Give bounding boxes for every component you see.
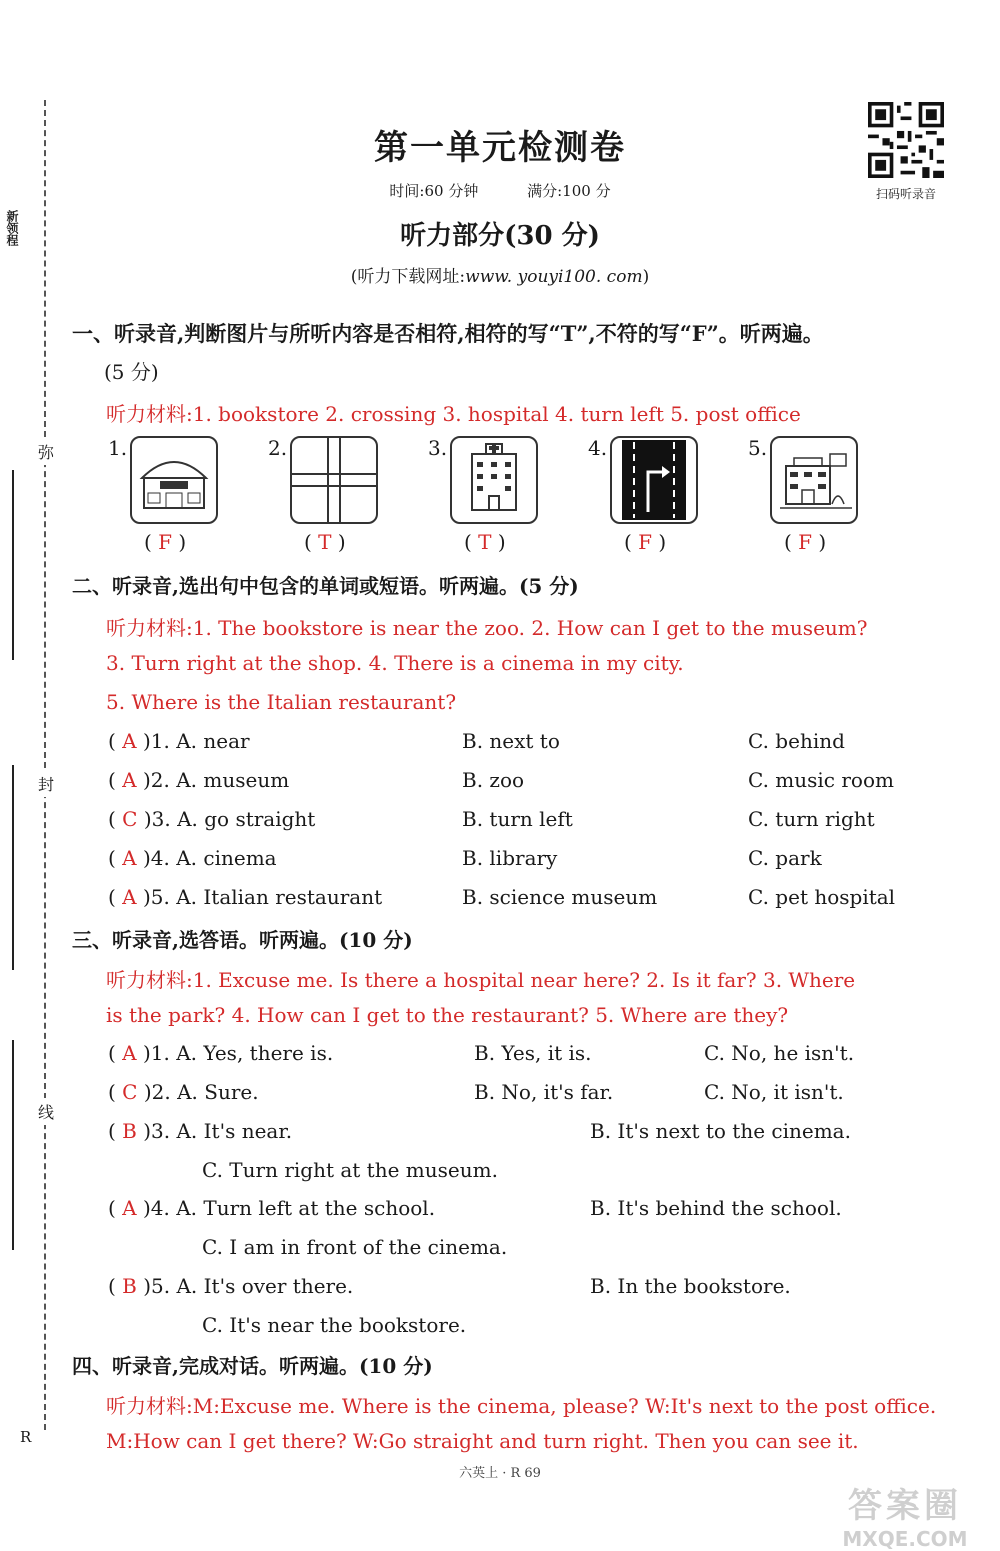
s3-q2-option-b[interactable]: B. No, it's far. <box>474 1080 614 1104</box>
picture-5-answer[interactable]: ( F ) <box>784 530 827 554</box>
bookstore-icon <box>130 436 218 524</box>
picture-3-answer[interactable]: ( T ) <box>464 530 506 554</box>
s3-q1-option-b[interactable]: B. Yes, it is. <box>474 1041 592 1065</box>
s3-q3-option-b[interactable]: B. It's next to the cinema. <box>590 1119 851 1143</box>
s3-question-4[interactable]: ( A )4. A. Turn left at the school. <box>108 1196 436 1220</box>
watermark-bottom: MXQE.COM <box>842 1527 968 1551</box>
section2-material-line3: 5. Where is the Italian restaurant? <box>106 690 457 714</box>
s2-q3-option-c[interactable]: C. turn right <box>748 807 875 831</box>
fill-line-2 <box>12 765 14 970</box>
fill-line-1 <box>12 470 14 660</box>
edition-mark: R <box>20 1428 32 1446</box>
brand-logo: 新领程 <box>5 210 19 246</box>
section3-title: 三、听录音,选答语。听两遍。(10 分) <box>72 928 413 952</box>
s3-q1-option-c[interactable]: C. No, he isn't. <box>704 1041 855 1065</box>
section2-material-line2: 3. Turn right at the shop. 4. There is a cinema in my city. <box>106 651 684 675</box>
s2-q5-option-b[interactable]: B. science museum <box>462 885 658 909</box>
s3-question-3[interactable]: ( B )3. A. It's near. <box>108 1119 293 1143</box>
watermark-top: 答案圈 <box>848 1486 962 1526</box>
url-prefix: (听力下载网址: <box>350 267 466 287</box>
qr-caption: 扫码听录音 <box>875 187 936 201</box>
download-url-line <box>0 262 1000 287</box>
fill-line-3 <box>12 1040 14 1250</box>
s3-q5-option-b[interactable]: B. In the bookstore. <box>590 1274 791 1298</box>
page-title: 第一单元检测卷 <box>374 128 626 168</box>
qr-code-icon[interactable] <box>868 102 944 178</box>
part-title: 听力部分(30 分) <box>400 221 600 251</box>
s2-q2-option-b[interactable]: B. zoo <box>462 768 525 792</box>
picture-1-answer[interactable]: ( F ) <box>144 530 187 554</box>
s2-question-5[interactable]: ( A )5. A. Italian restaurant <box>108 885 383 909</box>
s2-q4-option-b[interactable]: B. library <box>462 846 558 870</box>
section1-material: 听力材料:1. bookstore 2. crossing 3. hospital 4. turn left 5. post office <box>106 402 801 426</box>
section3-material-line2: is the park? 4. How can I get to the restaurant? 5. Where are they? <box>106 1003 789 1027</box>
cut-line <box>44 100 46 1430</box>
full-score: 满分:100 分 <box>527 182 611 200</box>
hospital-icon <box>450 436 538 524</box>
section4-material-line2: M:How can I get there? W:Go straight and turn right. Then you can see it. <box>106 1429 859 1453</box>
s3-question-1[interactable]: ( A )1. A. Yes, there is. <box>108 1041 334 1065</box>
section1-score: (5 分) <box>104 360 159 384</box>
seal-mark-xian: 线 <box>38 1098 54 1125</box>
seal-mark-mi: 弥 <box>38 438 54 465</box>
picture-3-number: 3. <box>428 436 448 460</box>
s3-q5-option-c[interactable]: C. It's near the bookstore. <box>202 1313 467 1337</box>
page-footer: 六英上 · R 69 <box>459 1466 541 1481</box>
s2-q2-option-c[interactable]: C. music room <box>748 768 894 792</box>
watermark-logo <box>820 1478 990 1551</box>
picture-4-answer[interactable]: ( F ) <box>624 530 667 554</box>
section3-material-line1: 听力材料:1. Excuse me. Is there a hospital near here? 2. Is it far? 3. Where <box>106 968 856 992</box>
section4-title: 四、听录音,完成对话。听两遍。(10 分) <box>72 1354 433 1378</box>
s2-q3-option-b[interactable]: B. turn left <box>462 807 573 831</box>
s3-q4-option-b[interactable]: B. It's behind the school. <box>590 1196 842 1220</box>
picture-2-number: 2. <box>268 436 288 460</box>
s2-question-1[interactable]: ( A )1. A. near <box>108 729 250 753</box>
s2-question-4[interactable]: ( A )4. A. cinema <box>108 846 277 870</box>
crossing-icon <box>290 436 378 524</box>
s3-q3-option-c[interactable]: C. Turn right at the museum. <box>202 1158 498 1182</box>
section2-title: 二、听录音,选出句中包含的单词或短语。听两遍。(5 分) <box>72 574 579 598</box>
s3-question-2[interactable]: ( C )2. A. Sure. <box>108 1080 259 1104</box>
s2-q1-option-b[interactable]: B. next to <box>462 729 560 753</box>
turn-right-icon <box>610 436 698 524</box>
picture-5-number: 5. <box>748 436 768 460</box>
picture-1-number: 1. <box>108 436 128 460</box>
s2-q1-option-c[interactable]: C. behind <box>748 729 845 753</box>
section4-material-line1: 听力材料:M:Excuse me. Where is the cinema, please? W:It's next to the post office. <box>106 1394 937 1418</box>
section1-title: 一、听录音,判断图片与所听内容是否相符,相符的写“T”,不符的写“F”。听两遍。 <box>72 321 824 346</box>
picture-4-number: 4. <box>588 436 608 460</box>
section2-material-line1: 听力材料:1. The bookstore is near the zoo. 2. How can I get to the museum? <box>106 616 868 640</box>
s2-question-3[interactable]: ( C )3. A. go straight <box>108 807 316 831</box>
picture-2-answer[interactable]: ( T ) <box>304 530 346 554</box>
s2-question-2[interactable]: ( A )2. A. museum <box>108 768 290 792</box>
s3-q4-option-c[interactable]: C. I am in front of the cinema. <box>202 1235 508 1259</box>
exam-meta <box>0 180 1000 201</box>
s2-q4-option-c[interactable]: C. park <box>748 846 822 870</box>
s2-q5-option-c[interactable]: C. pet hospital <box>748 885 896 909</box>
download-url[interactable]: www. youyi100. com <box>465 267 643 287</box>
time-limit: 时间:60 分钟 <box>389 182 479 200</box>
s3-q2-option-c[interactable]: C. No, it isn't. <box>704 1080 844 1104</box>
s3-question-5[interactable]: ( B )5. A. It's over there. <box>108 1274 354 1298</box>
url-suffix: ) <box>642 267 650 287</box>
seal-mark-feng: 封 <box>38 770 54 797</box>
post-office-icon <box>770 436 858 524</box>
